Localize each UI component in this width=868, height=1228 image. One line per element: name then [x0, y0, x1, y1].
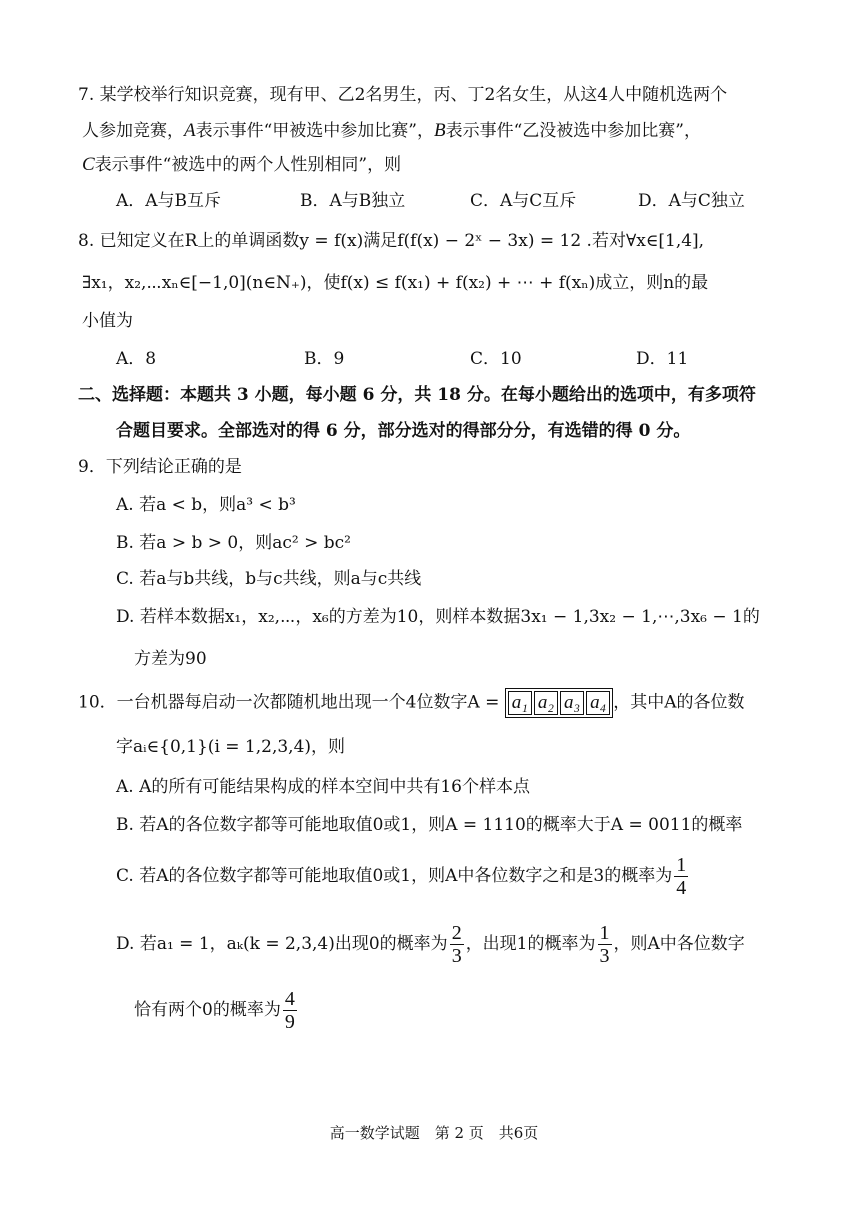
q10-option-d-line1 — [116, 920, 745, 968]
q10-text: D. 若a₁ = 1，aₖ(k = 2,3,4)出现0的概率为 — [116, 934, 448, 954]
fraction — [283, 988, 297, 1033]
q9-option-d-line2: 方差为90 — [134, 649, 207, 669]
q8-option-c: C．10 — [470, 349, 522, 369]
q7-line1: 7. 某学校举行知识竞赛，现有甲、乙2名男生，丙、丁2名女生，从这4人中随机选两个 — [78, 85, 728, 105]
q10-text: C. 若A的各位数字都等可能地取值0或1，则A中各位数字之和是3的概率为 — [116, 866, 673, 886]
q9-option-c: C. 若a与b共线，b与c共线，则a与c共线 — [116, 569, 422, 589]
q7-text: 人参加竞赛， — [82, 121, 184, 141]
digit-box: a₄ — [586, 691, 610, 715]
section-header-line1: 二、选择题：本题共 3 小题，每小题 6 分，共 18 分。在每小题给出的选项中，有多项符 — [78, 385, 756, 405]
fraction-numerator: 4 — [284, 988, 295, 1010]
page-footer: 高一数学试题 第 2 页 共6页 — [329, 1124, 539, 1142]
q10-option-a: A. A的所有可能结果构成的样本空间中共有16个样本点 — [116, 777, 530, 797]
q10-line2: 字aᵢ∈{0,1}(i = 1,2,3,4)，则 — [116, 737, 346, 757]
q8-option-b: B．9 — [304, 349, 345, 369]
q7-var-a: A — [184, 120, 196, 141]
q7-var-b: B — [434, 120, 446, 141]
fraction-numerator: 2 — [451, 922, 462, 944]
q7-option-b: B．A与B独立 — [300, 191, 406, 211]
fraction — [450, 922, 464, 967]
q8-line3: 小值为 — [82, 311, 133, 331]
q7-text: 表示事件“甲被选中参加比赛”， — [195, 121, 434, 141]
q10-option-d-line2 — [134, 986, 299, 1034]
fraction — [674, 854, 688, 899]
fraction-denominator: 9 — [284, 1011, 295, 1033]
digit-box: a₁ — [508, 691, 532, 715]
q9-option-d-line1: D. 若样本数据x₁，x₂,⋯，x₆的方差为10，则样本数据3x₁ − 1,3x₂ − 1,⋯,3x₆ − 1的 — [116, 607, 760, 627]
q8-line2: ∃x₁，x₂,⋯xₙ∈[−1,0](n∈N₊)，使f(x) ≤ f(x₁) + f(x₂) + ⋯ + f(xₙ)成立，则n的最 — [82, 273, 709, 293]
q9-option-a: A. 若a < b，则a³ < b³ — [116, 495, 296, 515]
q7-text: 表示事件“乙没被选中参加比赛”， — [445, 121, 701, 141]
q7-line3 — [82, 152, 401, 178]
q9-option-b: B. 若a > b > 0，则ac² > bc² — [116, 533, 351, 553]
q10-option-b: B. 若A的各位数字都等可能地取值0或1，则A = 1110的概率大于A = 0011的概率 — [116, 815, 743, 835]
q7-var-c: C — [82, 154, 95, 175]
digit-boxes — [505, 688, 613, 718]
q10-text: 恰有两个0的概率为 — [134, 1000, 281, 1020]
q10-text: ，其中A的各位数 — [613, 692, 745, 713]
q8-line1: 8. 已知定义在R上的单调函数y = f(x)满足f(f(x) − 2ˣ − 3x) = 12 .若对∀x∈[1,4], — [78, 231, 705, 251]
fraction-numerator: 1 — [599, 922, 610, 944]
digit-box: a₂ — [534, 691, 558, 715]
q9-stem: 9．下列结论正确的是 — [78, 457, 242, 477]
fraction — [598, 922, 612, 967]
q7-line2 — [82, 118, 701, 144]
q10-text: ，则A中各位数字 — [613, 934, 745, 954]
q7-option-c: C．A与C互斥 — [470, 191, 577, 211]
q7-text: 表示事件“被选中的两个人性别相同”，则 — [94, 155, 402, 175]
q10-option-c — [116, 852, 690, 900]
q10-line1 — [78, 688, 745, 718]
q10-text: ，出现1的概率为 — [465, 934, 596, 954]
q7-option-d: D．A与C独立 — [638, 191, 745, 211]
fraction-denominator: 3 — [451, 945, 462, 967]
section-header-line2: 合题目要求。全部选对的得 6 分，部分选对的得部分分，有选错的得 0 分。 — [116, 421, 691, 441]
q7-option-a: A．A与B互斥 — [116, 191, 222, 211]
q10-text: 10．一台机器每启动一次都随机地出现一个4位数字A = — [78, 692, 500, 713]
fraction-numerator: 1 — [676, 854, 687, 876]
fraction-denominator: 3 — [599, 945, 610, 967]
q8-option-a: A．8 — [116, 349, 157, 369]
digit-box: a₃ — [560, 691, 584, 715]
q8-option-d: D．11 — [636, 349, 689, 369]
fraction-denominator: 4 — [676, 877, 687, 899]
